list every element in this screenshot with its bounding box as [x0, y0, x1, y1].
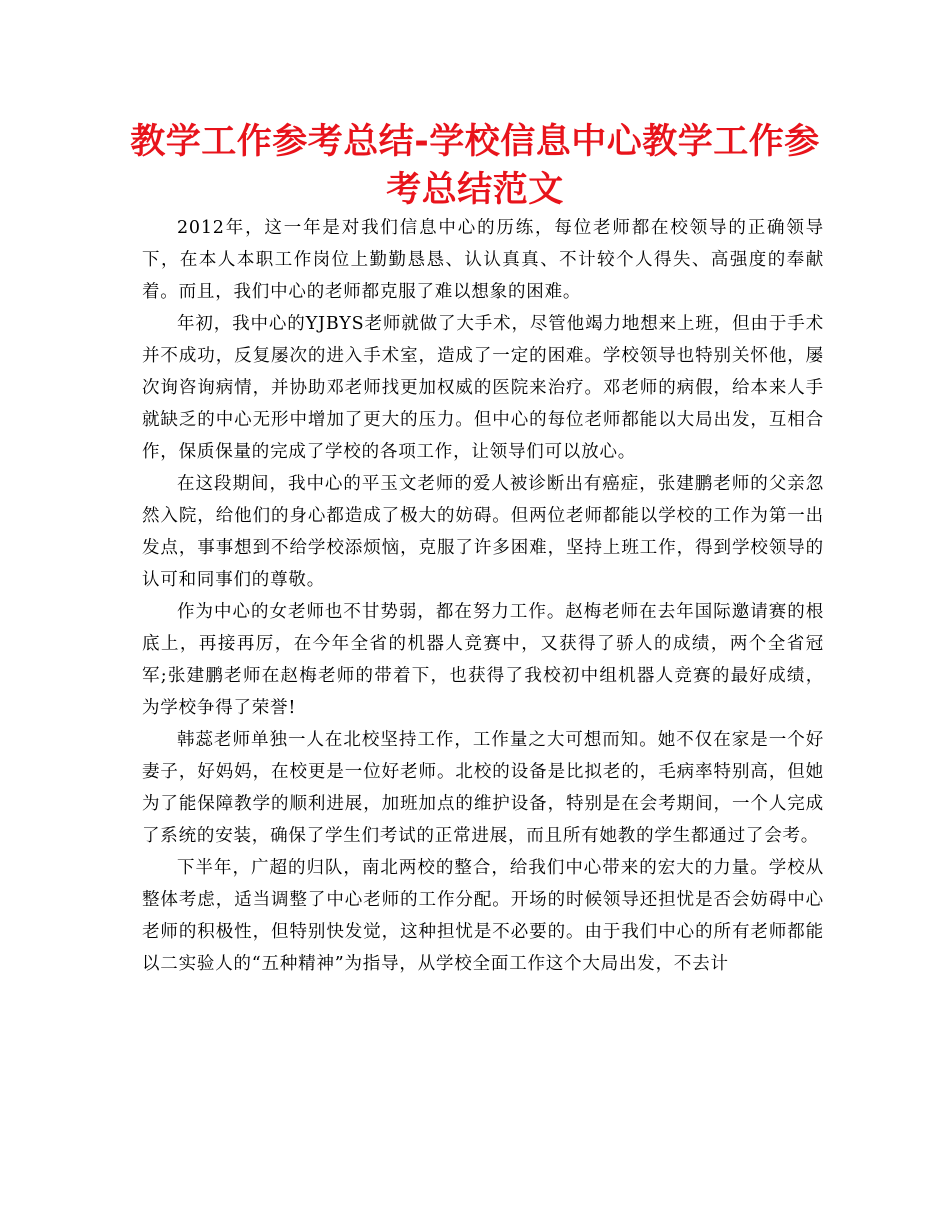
document-body	[142, 212, 824, 980]
paragraph-4: 作为中心的女老师也不甘势弱，都在努力工作。赵梅老师在去年国际邀请赛的根底上，再接再厉，在今年全省的机器人竞赛中，又获得了骄人的成绩，两个全省冠军;张建鹏老师在赵梅老师的带着下，也获得了我校初中组机器人竞赛的最好成绩，为学校争得了荣誉!	[142, 602, 824, 718]
document-title: 教学工作参考总结-学校信息中心教学工作参考总结范文	[130, 122, 820, 210]
paragraph-1: 2012年，这一年是对我们信息中心的历练，每位老师都在校领导的正确领导下，在本人本职工作岗位上勤勤恳恳、认认真真、不计较个人得失、高强度的奉献着。而且，我们中心的老师都克服了难以想象的困难。	[142, 218, 824, 302]
paragraph-2: 年初，我中心的YJBYS老师就做了大手术，尽管他竭力地想来上班，但由于手术并不成功，反复屡次的进入手术室，造成了一定的困难。学校领导也特别关怀他，屡次询咨询病情，并协助邓老师找更加权威的医院来治疗。邓老师的病假，给本来人手就缺乏的中心无形中增加了更大的压力。但中心的每位老师都能以大局出发，互相合作，保质保量的完成了学校的各项工作，让领导们可以放心。	[142, 314, 824, 462]
paragraph-3: 在这段期间，我中心的平玉文老师的爱人被诊断出有癌症，张建鹏老师的父亲忽然入院，给他们的身心都造成了极大的妨碍。但两位老师都能以学校的工作为第一出发点，事事想到不给学校添烦恼，克服了许多困难，坚持上班工作，得到学校领导的认可和同事们的尊敬。	[142, 474, 824, 590]
paragraph-6: 下半年，广超的归队，南北两校的整合，给我们中心带来的宏大的力量。学校从整体考虑，适当调整了中心老师的工作分配。开场的时候领导还担忧是否会妨碍中心老师的积极性，但特别快发觉，这种担忧是不必要的。由于我们中心的所有老师都能以二实验人的“五种精神”为指导，从学校全面工作这个大局出发，不去计	[142, 858, 824, 974]
paragraph-5: 韩蕊老师单独一人在北校坚持工作，工作量之大可想而知。她不仅在家是一个好妻子，好妈妈，在校更是一位好老师。北校的设备是比拟老的，毛病率特别高，但她为了能保障教学的顺利进展，加班加点的维护设备，特别是在会考期间，一个人完成了系统的安装，确保了学生们考试的正常进展，而且所有她教的学生都通过了会考。	[142, 730, 824, 846]
